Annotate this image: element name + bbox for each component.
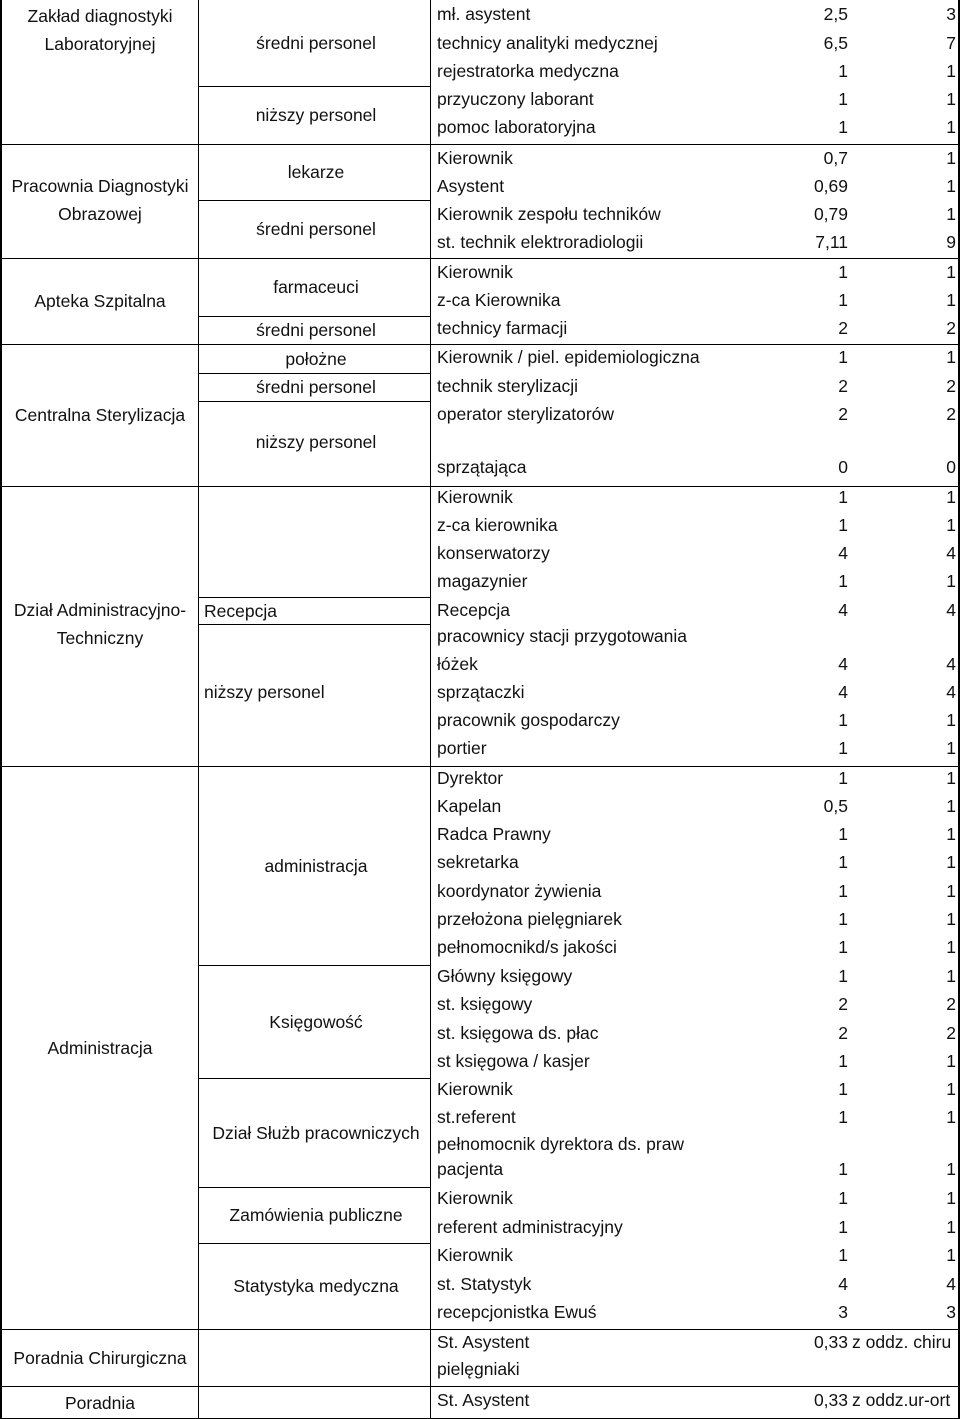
row-title: referent administracyjny <box>437 1217 623 1237</box>
group-label: niższy personel <box>255 105 377 125</box>
section-name: Poradnia <box>64 1392 136 1413</box>
row-value-count: 1 <box>946 1217 956 1237</box>
row-value-fte: 1 <box>838 852 848 872</box>
row-title: pełnomocnik dyrektora ds. praw <box>437 1134 685 1154</box>
row-value-count: 2 <box>946 1023 956 1043</box>
row-value-count: 4 <box>946 1274 956 1294</box>
group-separator <box>198 965 430 966</box>
row-value-fte: 3 <box>838 1302 848 1322</box>
row-value-count: 1 <box>946 966 956 986</box>
row-title: przełożona pielęgniarek <box>437 909 622 929</box>
row-value-count: 1 <box>946 148 956 168</box>
row-value-count: 0 <box>946 457 956 477</box>
row-title: Kierownik <box>437 1188 513 1208</box>
row-title: portier <box>437 738 487 758</box>
row-value-note: z oddz.ur-ort <box>852 1390 951 1410</box>
row-value-fte: 1 <box>838 347 848 367</box>
section-separator <box>0 344 960 345</box>
row-value-fte: 4 <box>838 543 848 563</box>
row-value-note: z oddz. chiru <box>852 1332 952 1352</box>
row-title: Asystent <box>437 176 505 196</box>
row-value-count: 1 <box>946 262 956 282</box>
row-value-count: 1 <box>946 768 956 788</box>
row-value-count: 1 <box>946 176 956 196</box>
group-label: położne <box>285 348 347 369</box>
group-separator <box>198 373 430 374</box>
row-value-count: 3 <box>946 4 956 24</box>
group-label: średni personel <box>256 320 376 340</box>
row-value-fte: 4 <box>838 682 848 702</box>
row-title: Kapelan <box>437 796 502 816</box>
title-divider-line <box>430 0 431 1419</box>
row-value-fte: 1 <box>838 966 848 986</box>
group-label: Księgowość <box>269 1011 363 1032</box>
row-value-fte: 7,11 <box>815 232 848 252</box>
row-value-count: 1 <box>946 937 956 957</box>
row-title: Radca Prawny <box>437 824 551 844</box>
group-separator <box>198 1078 430 1079</box>
row-title: Recepcja <box>437 600 510 620</box>
row-value-fte: 1 <box>838 515 848 535</box>
section-name: Poradnia Chirurgiczna <box>13 1347 187 1368</box>
row-title: przyuczony laborant <box>437 89 594 109</box>
row-value-fte: 1 <box>838 1188 848 1208</box>
group-label: Statystyka medyczna <box>233 1276 399 1296</box>
row-title: pracownicy stacji przygotowania <box>437 626 687 646</box>
row-title: Kierownik <box>437 487 513 507</box>
row-title-continued: pacjenta <box>437 1159 504 1179</box>
row-value-count: 1 <box>946 290 956 310</box>
section-name: Dział Administracyjno-Techniczny <box>13 600 187 648</box>
group-separator <box>198 200 430 201</box>
row-title: mł. asystent <box>437 4 531 24</box>
section-separator <box>0 766 960 767</box>
row-value-count: 1 <box>946 1079 956 1099</box>
row-title: pracownik gospodarczy <box>437 710 620 730</box>
row-title: pełnomocnikd/s jakości <box>437 937 617 957</box>
row-title: magazynier <box>437 571 528 591</box>
row-value-count: 1 <box>946 1159 956 1179</box>
row-value-fte: 0,33 <box>813 1390 848 1410</box>
section-separator <box>0 1386 960 1387</box>
row-value-count: 2 <box>946 404 956 424</box>
row-value-fte: 1 <box>838 1245 848 1265</box>
row-title: technik sterylizacji <box>437 376 579 396</box>
group-separator <box>198 1243 430 1244</box>
row-value-count: 1 <box>946 487 956 507</box>
row-value-fte: 4 <box>838 1274 848 1294</box>
row-value-fte: 2 <box>838 994 848 1014</box>
group-label: średni personel <box>256 219 376 239</box>
section-divider-line <box>198 0 199 1419</box>
row-value-count: 9 <box>946 232 956 252</box>
row-title: Kierownik <box>437 262 513 282</box>
row-value-count: 4 <box>946 654 956 674</box>
group-separator <box>198 401 430 402</box>
row-value-fte: 1 <box>838 1107 848 1127</box>
row-value-fte: 0,79 <box>813 204 848 224</box>
row-value-fte: 1 <box>838 487 848 507</box>
row-value-fte: 2 <box>838 376 848 396</box>
row-value-fte: 1 <box>838 571 848 591</box>
row-value-count: 1 <box>946 909 956 929</box>
group-label: niższy personel <box>255 432 377 452</box>
row-value-fte: 1 <box>838 937 848 957</box>
row-title: recepcjonistka Ewuś <box>437 1302 597 1322</box>
row-title: operator sterylizatorów <box>437 404 615 424</box>
row-value-fte: 1 <box>838 824 848 844</box>
row-value-count: 1 <box>946 347 956 367</box>
row-value-fte: 2,5 <box>823 4 848 24</box>
row-title: st. technik elektroradiologii <box>437 232 644 252</box>
row-value-fte: 1 <box>838 1159 848 1179</box>
row-value-fte: 1 <box>838 909 848 929</box>
row-value-fte: 4 <box>838 600 848 620</box>
row-value-count: 1 <box>946 1245 956 1265</box>
row-value-count: 1 <box>946 1107 956 1127</box>
row-value-fte: 2 <box>838 318 848 338</box>
row-value-count: 1 <box>946 824 956 844</box>
row-value-fte: 1 <box>838 768 848 788</box>
row-value-fte: 1 <box>838 290 848 310</box>
group-label: Recepcja <box>204 600 277 621</box>
row-value-count: 2 <box>946 994 956 1014</box>
row-value-count: 1 <box>946 796 956 816</box>
row-value-fte: 0,69 <box>813 176 848 196</box>
row-title: Kierownik <box>437 148 513 168</box>
row-title: koordynator żywienia <box>437 881 602 901</box>
row-value-count: 1 <box>946 1051 956 1071</box>
row-value-fte: 0,5 <box>823 796 848 816</box>
group-label: farmaceuci <box>273 277 359 297</box>
left-border <box>0 0 2 1419</box>
row-value-fte: 1 <box>838 710 848 730</box>
row-title: z-ca kierownika <box>437 515 558 535</box>
group-separator <box>198 316 430 317</box>
row-title: sekretarka <box>437 852 519 872</box>
row-value-count: 1 <box>946 89 956 109</box>
row-value-fte: 2 <box>838 1023 848 1043</box>
row-title: Kierownik / piel. epidemiologiczna <box>437 347 700 367</box>
row-title: st.referent <box>437 1107 516 1127</box>
row-value-fte: 1 <box>838 1051 848 1071</box>
group-label: lekarze <box>287 162 345 182</box>
row-title: pomoc laboratoryjna <box>437 117 596 137</box>
section-name: Centralna Sterylizacja <box>14 405 186 425</box>
row-value-count: 1 <box>946 571 956 591</box>
row-value-count: 4 <box>946 600 956 620</box>
row-value-count: 3 <box>946 1302 956 1322</box>
row-title: pielęgniaki <box>437 1359 520 1379</box>
row-value-fte: 0 <box>838 457 848 477</box>
row-value-count: 7 <box>946 33 956 53</box>
row-title: st księgowa / kasjer <box>437 1051 590 1071</box>
row-value-fte: 1 <box>838 89 848 109</box>
group-label: Dział Służb pracowniczych <box>212 1122 420 1143</box>
row-title: St. Asystent <box>437 1390 530 1410</box>
row-title: Główny księgowy <box>437 966 573 986</box>
row-value-count: 1 <box>946 204 956 224</box>
group-separator <box>198 597 430 598</box>
group-label: średni personel <box>256 377 376 397</box>
row-value-count: 4 <box>946 682 956 702</box>
row-value-count: 1 <box>946 881 956 901</box>
row-value-fte: 4 <box>838 654 848 674</box>
row-value-count: 1 <box>946 852 956 872</box>
row-title: rejestratorka medyczna <box>437 61 619 81</box>
row-value-fte: 1 <box>838 738 848 758</box>
row-title: sprzątająca <box>437 457 527 477</box>
row-title: konserwatorzy <box>437 543 550 563</box>
row-title: Kierownik <box>437 1079 513 1099</box>
row-value-fte: 0,33 <box>813 1332 848 1352</box>
row-title: sprzątaczki <box>437 682 525 702</box>
group-label: średni personel <box>256 33 376 53</box>
row-value-count: 1 <box>946 1188 956 1208</box>
row-value-count: 2 <box>946 318 956 338</box>
group-separator <box>198 624 430 625</box>
row-value-count: 1 <box>946 61 956 81</box>
row-value-count: 4 <box>946 543 956 563</box>
group-separator <box>198 1187 430 1188</box>
row-value-fte: 6,5 <box>823 33 848 53</box>
row-title: St. Asystent <box>437 1332 530 1352</box>
row-value-fte: 1 <box>838 1079 848 1099</box>
row-title: technicy analityki medycznej <box>437 33 658 53</box>
row-title: Kierownik zespołu techników <box>437 204 661 224</box>
section-name: Administracja <box>47 1037 153 1058</box>
row-value-fte: 1 <box>838 61 848 81</box>
row-title: st. księgowa ds. płac <box>437 1023 599 1043</box>
row-value-fte: 2 <box>838 404 848 424</box>
group-separator <box>198 86 430 87</box>
section-separator <box>0 1329 960 1330</box>
row-title-continued: łóżek <box>437 654 478 674</box>
group-label: niższy personel <box>204 682 325 702</box>
row-value-count: 1 <box>946 117 956 137</box>
row-value-fte: 0,7 <box>823 148 848 168</box>
section-separator <box>0 144 960 145</box>
group-label: administracja <box>264 855 368 876</box>
group-label: Zamówienia publiczne <box>229 1205 403 1225</box>
section-name: Pracownia Diagnostyki Obrazowej <box>11 176 189 224</box>
section-name: Zakład diagnostyki Laboratoryjnej <box>27 6 173 54</box>
row-title: Dyrektor <box>437 768 504 788</box>
row-value-count: 1 <box>946 738 956 758</box>
section-name: Apteka Szpitalna <box>34 291 166 311</box>
row-title: z-ca Kierownika <box>437 290 561 310</box>
row-title: technicy farmacji <box>437 318 568 338</box>
row-value-fte: 1 <box>838 1217 848 1237</box>
row-value-fte: 1 <box>838 117 848 137</box>
row-value-count: 1 <box>946 710 956 730</box>
section-separator <box>0 258 960 259</box>
row-title: st. Statystyk <box>437 1274 532 1294</box>
row-value-fte: 1 <box>838 881 848 901</box>
row-title: Kierownik <box>437 1245 513 1265</box>
row-value-count: 2 <box>946 376 956 396</box>
row-value-count: 1 <box>946 515 956 535</box>
row-value-fte: 1 <box>838 262 848 282</box>
row-title: st. księgowy <box>437 994 533 1014</box>
